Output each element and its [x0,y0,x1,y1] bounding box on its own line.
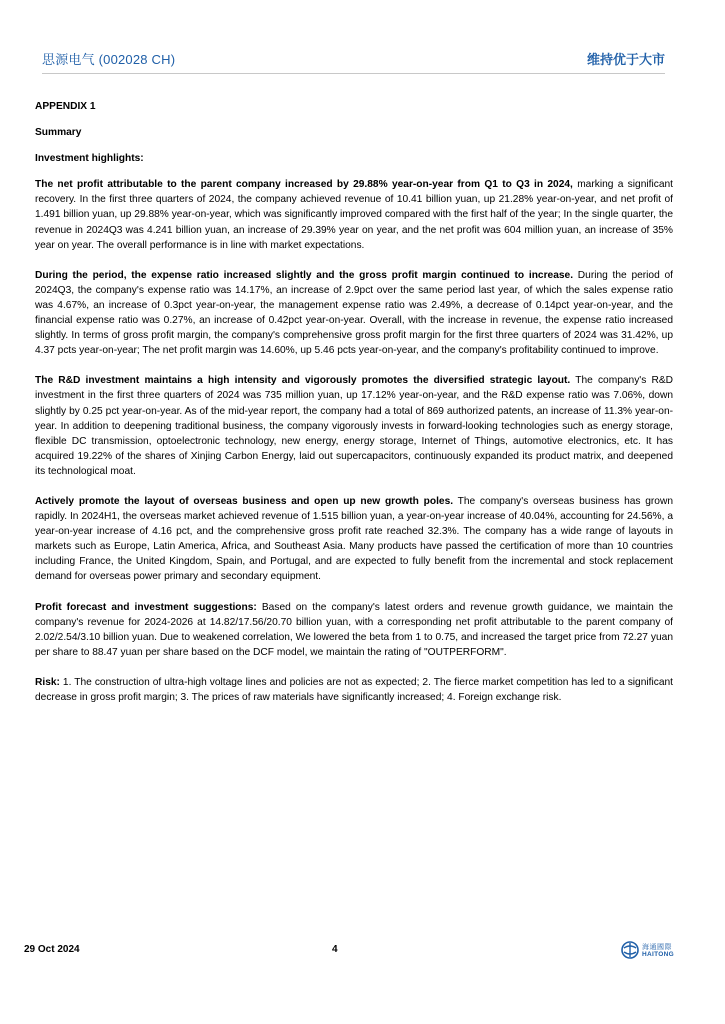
haitong-logo [621,941,681,961]
paragraph-body: 1. The construction of ultra-high voltage lines and policies are not as expected; 2. The fierce market competition has led to a significant decrease in gross profit margin; 3. The prices of raw materials have significantly increased; 4. Foreign exchange risk. [35,676,673,703]
footer-date: 29 Oct 2024 [24,944,80,955]
header-divider [42,73,665,74]
paragraph-rnd [35,373,673,479]
paragraph-lead: During the period, the expense ratio increased slightly and the gross profit margin continued to increase. [35,269,574,281]
logo-chinese-text: 海通國際 [642,944,672,951]
report-body [35,99,673,720]
logo-english-text: HAITONG [642,951,674,958]
paragraph-body: During the period of 2024Q3, the company's expense ratio was 14.17%, an increase of 2.9pct over the same period last year, of which the sales expense ratio was 4.67%, an increase of 0.3pct year-on-year, the management expense ratio was 2.49%, a decrease of 0.14pct year-on-year, and the financial expense ratio was 0.27%, an increase of 0.42pct year-on-year. Overall, with the increase in revenue, the expense ratio increased slightly. In terms of gross profit margin, the company's comprehensive gross profit margin for the first three quarters of 2024 was 31.42%, up 4.37 pcts year-on-year; The net profit margin was 14.60%, up 5.46 pcts year-on-year, and the company's profitability continued to improve. [35,269,673,357]
page-header [42,49,665,69]
paragraph-lead: Profit forecast and investment suggestions: [35,601,257,613]
paragraph-body: The company's overseas business has grown rapidly. In 2024H1, the overseas market achieved revenue of 1.515 billion yuan, a year-on-year increase of 40.04%, accounting for 24.56%, a year-on-year increase of 4.16 pct, and the comprehensive gross profit rate reached 32.3%. The company has a wide range of layouts in markets such as Europe, Latin America, Africa, and Southeast Asia. Many products have passed the certification of more than 10 countries including France, the United Kingdom, Spain, and Portugal, and are expected to fully benefit from the incremental and stock replacement demand for overseas power primary and secondary equipment. [35,495,673,583]
paragraph-lead: The R&D investment maintains a high intensity and vigorously promotes the diversified strategic layout. [35,375,571,387]
paragraph-overseas [35,494,673,585]
paragraph-lead: Actively promote the layout of overseas business and open up new growth poles. [35,495,454,507]
appendix-heading: APPENDIX 1 [35,101,96,112]
paragraph-risk [35,675,673,705]
paragraph-body: marking a significant recovery. In the first three quarters of 2024, the company achieved revenue of 10.41 billion yuan, up 21.28% year-on-year, and net profit of 1.491 billion yuan, up 29.88% year-on-year, which was significantly improved compared with the first half of the year; In the single quarter, the revenue in 2024Q3 was 4.241 billion yuan, an increase of 29.39% year on year, and the net profit was 604 million yuan, an increase of 35% year on year. The overall performance is in line with market expectations. [35,179,673,251]
paragraph-forecast [35,600,673,660]
paragraph-lead: Risk: [35,676,60,688]
paragraph-net-profit [35,177,673,252]
header-rating: 维持优于大市 [586,52,665,67]
summary-heading: Summary [35,127,82,139]
page-number: 4 [332,944,338,955]
header-stock-name: 思源电气 (002028 CH) [42,52,176,67]
paragraph-lead: The net profit attributable to the parent company increased by 29.88% year-on-year from Q1 to Q3 in 2024, [35,179,573,191]
paragraph-expense-ratio [35,268,673,359]
haitong-logo-icon [621,941,639,959]
highlights-heading: Investment highlights: [35,153,144,165]
paragraph-body: Based on the company's latest orders and revenue growth guidance, we maintain the company's revenue for 2024-2026 at 14.82/17.56/20.70 billion yuan, with a corresponding net profit attributable to the parent company of 2.02/2.54/3.10 billion yuan. Due to weakened correlation, We lowered the beta from 1 to 0.75, and increased the target price from 72.27 yuan per share to 88.47 yuan per share based on the DCF model, we maintain the rating of "OUTPERFORM". [35,601,673,658]
paragraph-body: The company's R&D investment in the first three quarters of 2024 was 735 million yuan, up 17.12% year-on-year, and the R&D expense ratio was 7.06%, down slightly by 0.25 pct year-on-year. As of the mid-year report, the company had a total of 869 authorized patents, an increase of 11.3% year-on-year. In addition to deepening traditional business, the company vigorously invests in forward-looking technologies such as energy storage, flexible DC transmission, optoelectronic technology, new energy, energy storage, Internet of Things, automotive electronics, etc. It has acquired 19.22% of the shares of Xinjing Carbon Energy, laid out supercapacitors, continuously expanded its product matrix, and deepened its technological moat. [35,375,674,477]
